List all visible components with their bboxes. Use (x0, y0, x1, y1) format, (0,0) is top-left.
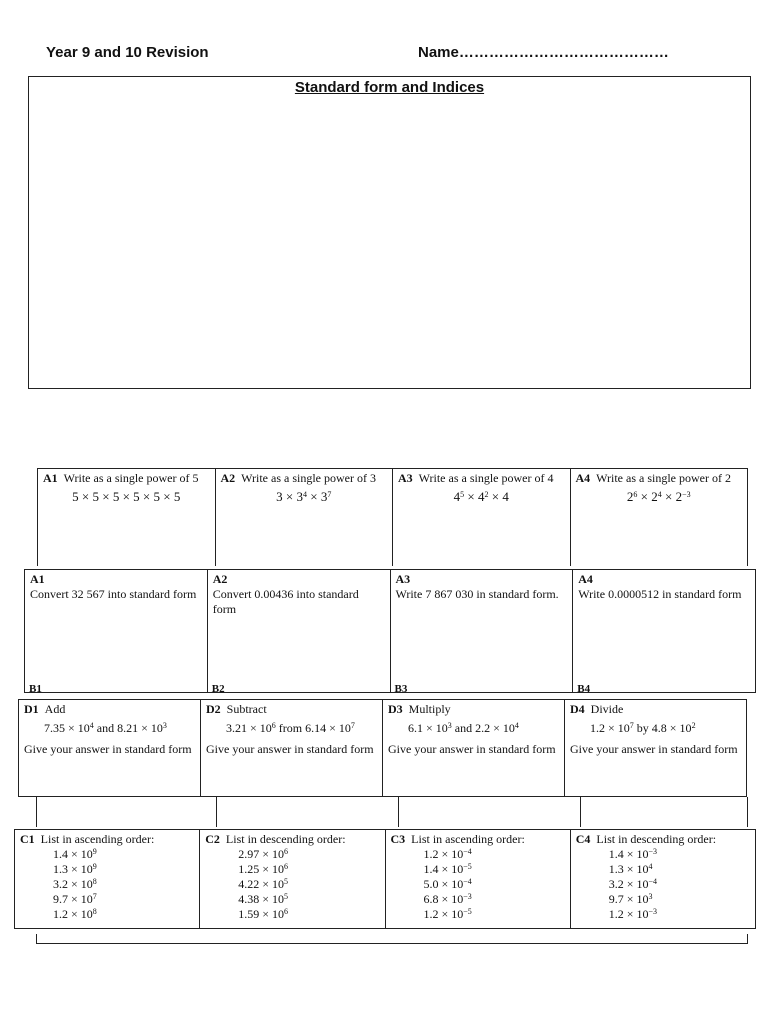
list-item: $1.25 \times 10^6$ (238, 862, 289, 876)
list-item: $9.7 \times 10^7$ (53, 892, 97, 906)
list-item: $9.7 \times 10^3$ (608, 892, 653, 906)
list-item: $5.0 \times 10^{-4}$ (423, 877, 472, 891)
question-instruction: Give your answer in standard form (24, 742, 192, 756)
question-header (576, 832, 750, 847)
question-cell[interactable] (200, 830, 385, 928)
question-instruction: Give your answer in standard form (388, 742, 556, 756)
question-cell[interactable] (25, 570, 208, 696)
question-header (570, 702, 741, 717)
list-item: $1.4 \times 10^{-5}$ (423, 862, 472, 876)
number-list (576, 847, 750, 922)
list-item: $1.3 \times 10^9$ (53, 862, 97, 876)
question-cell[interactable] (571, 830, 755, 928)
question-label: A3 (395, 572, 411, 586)
question-text: Write as a single power of 3 (241, 471, 376, 485)
notes-box[interactable] (28, 76, 751, 389)
question-label: C4 (575, 832, 591, 846)
question-text: Write as a single power of 5 (63, 471, 199, 485)
question-text: List in ascending order: (40, 832, 155, 846)
question-expression: $3 \times 3^4 \times 3^7$ (276, 489, 332, 504)
question-label: A2 (220, 471, 236, 485)
question-cell[interactable] (208, 570, 391, 696)
list-item: $4.22 \times 10^5$ (238, 877, 289, 891)
question-header (576, 471, 743, 486)
question-expression: $7.35 \times 10^4$ and $8.21 \times 10^3$ (44, 721, 167, 735)
question-header (24, 702, 195, 717)
question-text: Write as a single power of 2 (596, 471, 731, 485)
question-label: D3 (388, 702, 403, 716)
list-item: $1.2 \times 10^{-5}$ (423, 907, 472, 921)
list-item: $6.8 \times 10^{-3}$ (423, 892, 472, 906)
question-label: C2 (205, 832, 220, 846)
list-item: $4.38 \times 10^5$ (238, 892, 289, 906)
indices-row (37, 468, 748, 566)
question-header (398, 471, 565, 486)
number-list (20, 847, 194, 922)
question-label: A4 (578, 572, 593, 586)
question-expression: $4^5 \times 4^2 \times 4$ (453, 489, 509, 504)
question-label: B2 (211, 683, 225, 696)
name-field[interactable]: Name…………………………………… (418, 44, 669, 61)
notes-title: Standard form and Indices (294, 79, 485, 96)
question-cell[interactable] (573, 570, 755, 696)
list-item: $2.97 \times 10^6$ (238, 847, 289, 861)
question-text: List in descending order: (596, 832, 717, 846)
question-cell[interactable] (386, 830, 571, 928)
question-label: D2 (206, 702, 221, 716)
question-header (43, 471, 210, 486)
question-text: Convert 0.00436 into standard form (212, 587, 359, 616)
number-list (205, 847, 379, 922)
question-expression: $3.21 \times 10^6$ from $6.14 \times 10^7$ (226, 721, 355, 735)
question-label: A1 (30, 572, 45, 586)
list-item: $1.3 \times 10^4$ (608, 862, 653, 876)
question-text: Write as a single power of 4 (418, 471, 554, 485)
ordering-row (14, 829, 756, 929)
connector-line (216, 797, 217, 827)
question-cell[interactable] (15, 830, 200, 928)
question-operation: Divide (590, 702, 624, 716)
question-cell[interactable] (19, 700, 201, 796)
question-label: A2 (212, 572, 228, 586)
connector-line (580, 797, 581, 827)
question-cell[interactable] (201, 700, 383, 796)
question-instruction: Give your answer in standard form (570, 742, 738, 756)
connector-line (398, 797, 399, 827)
question-cell[interactable] (571, 469, 749, 566)
question-header (221, 471, 388, 486)
question-header (206, 702, 377, 717)
list-item: $1.2 \times 10^{-4}$ (423, 847, 472, 861)
question-label: C1 (20, 832, 35, 846)
number-list (391, 847, 565, 922)
question-header (20, 832, 194, 847)
list-item: $1.2 \times 10^8$ (53, 907, 97, 921)
question-expression: $1.2 \times 10^7$ by $4.8 \times 10^2$ (590, 721, 696, 735)
question-text: Write 7 867 030 in standard form. (395, 587, 559, 601)
question-cell[interactable] (391, 570, 574, 696)
question-cell[interactable] (383, 700, 565, 796)
question-operation: Multiply (408, 702, 451, 716)
list-item: $1.4 \times 10^{-3}$ (608, 847, 658, 861)
question-cell[interactable] (393, 469, 571, 566)
question-label: D4 (570, 702, 585, 716)
question-text: List in descending order: (225, 832, 346, 846)
list-item: $1.2 \times 10^{-3}$ (608, 907, 658, 921)
question-label: A3 (398, 471, 413, 485)
question-cell[interactable] (565, 700, 746, 796)
question-header (388, 702, 559, 717)
bottom-bracket (36, 934, 748, 944)
question-text: Convert 32 567 into standard form (30, 587, 197, 601)
question-label: A1 (43, 471, 58, 485)
connector-line (747, 797, 748, 827)
question-header (391, 832, 565, 847)
question-text: Write 0.0000512 in standard form (578, 587, 742, 601)
question-label: D1 (24, 702, 39, 716)
list-item: $1.4 \times 10^9$ (53, 847, 97, 861)
list-item: $1.59 \times 10^6$ (238, 907, 289, 921)
question-header (205, 832, 379, 847)
question-cell[interactable] (216, 469, 394, 566)
question-label: B1 (29, 683, 42, 696)
question-operation: Subtract (226, 702, 267, 716)
question-expression: 5 × 5 × 5 × 5 × 5 × 5 (72, 489, 181, 504)
question-instruction: Give your answer in standard form (206, 742, 374, 756)
question-label: B3 (394, 683, 408, 696)
list-item: $3.2 \times 10^{-4}$ (608, 877, 658, 891)
connector-lines (36, 797, 748, 827)
list-item: $3.2 \times 10^8$ (53, 877, 97, 891)
worksheet-title: Year 9 and 10 Revision (46, 44, 209, 61)
standard-form-row (24, 569, 756, 696)
question-cell[interactable] (38, 469, 216, 566)
operations-row (18, 699, 747, 797)
question-expression: $2^6 \times 2^4 \times 2^{-3}$ (626, 489, 691, 504)
question-label: B4 (577, 683, 591, 696)
question-text: List in ascending order: (411, 832, 525, 846)
question-expression: $6.1 \times 10^3$ and $2.2 \times 10^4$ (408, 721, 519, 735)
question-label: C3 (390, 832, 406, 846)
question-operation: Add (44, 702, 66, 716)
question-label: A4 (575, 471, 591, 485)
